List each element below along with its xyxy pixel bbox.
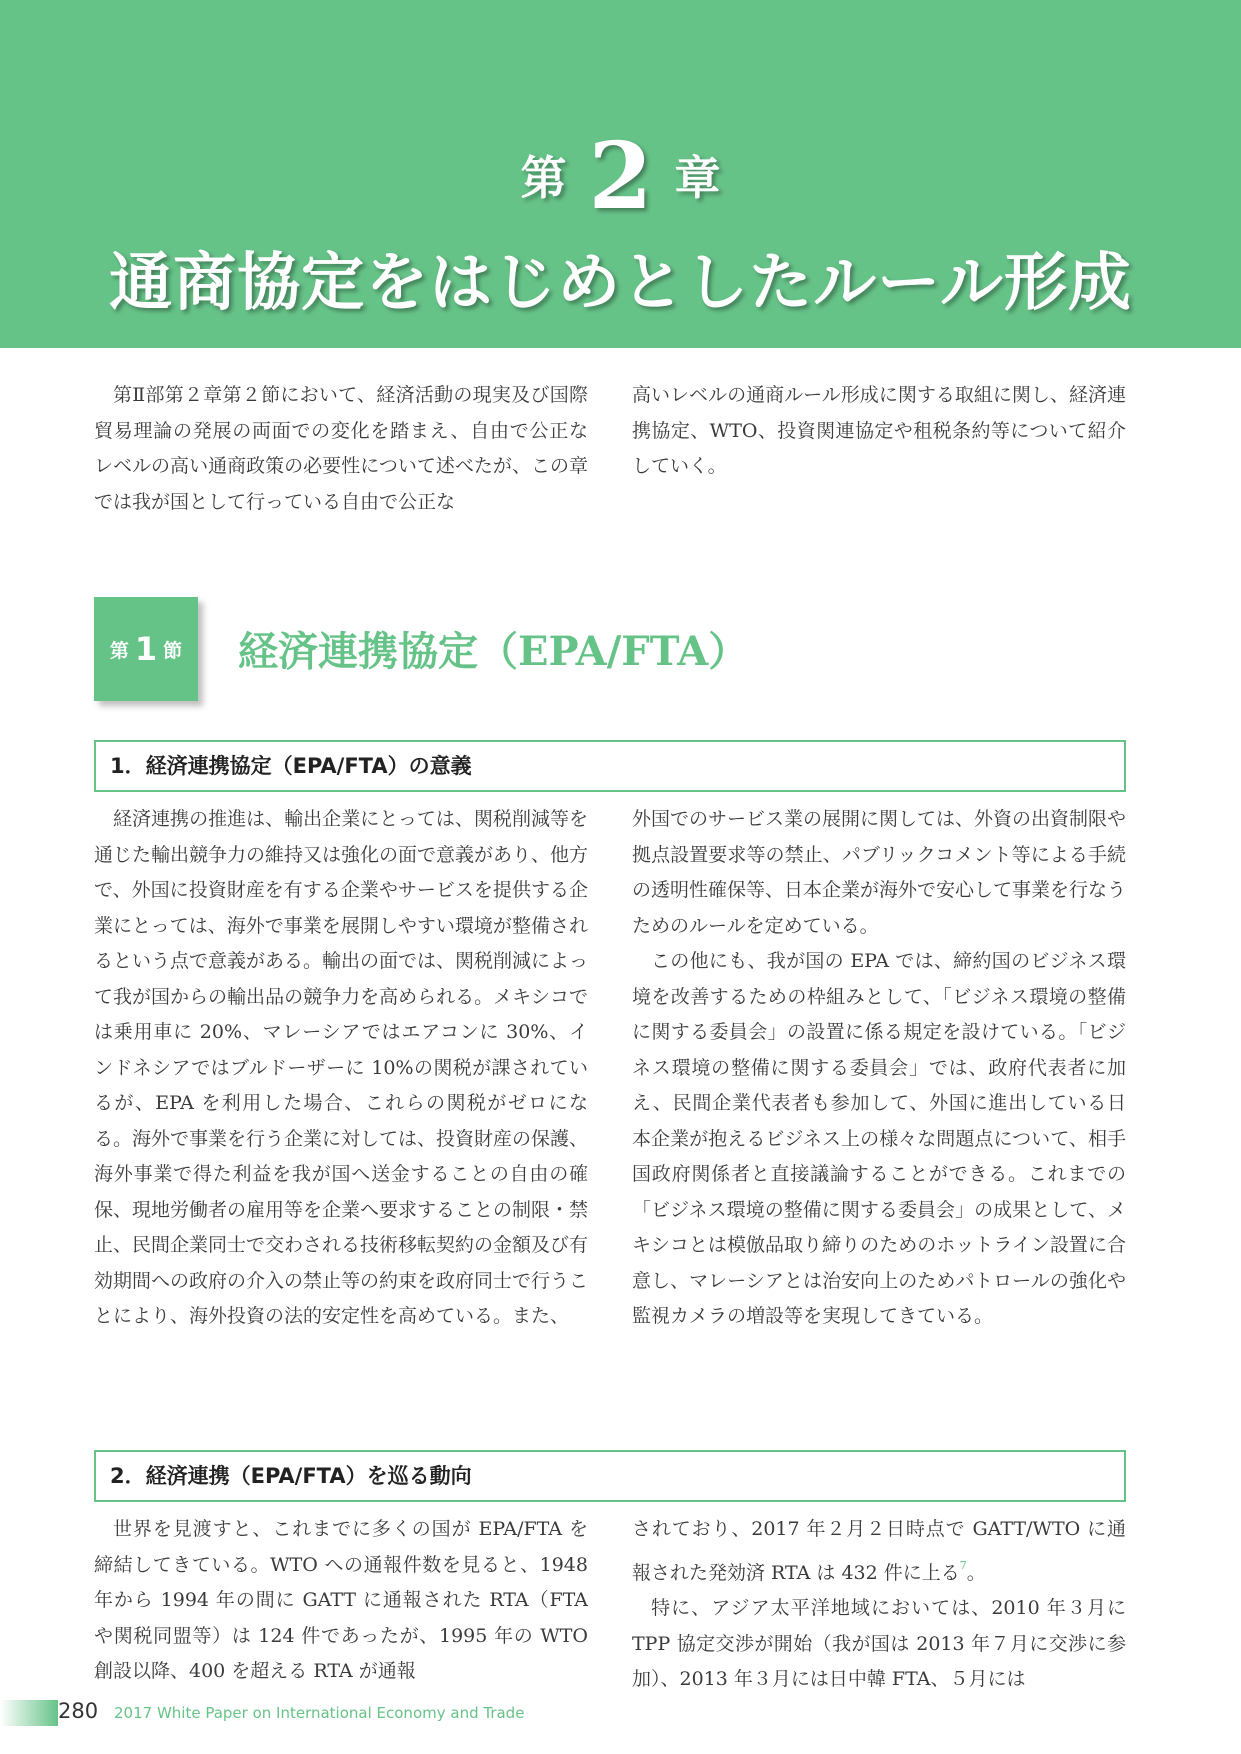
subsection-2-right-text-end: 。 xyxy=(966,1561,986,1584)
section-badge xyxy=(94,597,198,701)
section-label-pre: 第 xyxy=(109,639,129,662)
chapter-title: 通商協定をはじめとしたルール形成 xyxy=(109,245,1132,319)
intro-left-column xyxy=(94,378,588,520)
subsection-1-left-paragraph: 経済連携の推進は、輸出企業にとっては、関税削減等を通じた輸出競争力の維持又は強化の面で意義があり、他方で、外国に投資財産を有する企業やサービスを提供する企業にとっては、海外で事業を展開しやすい環境が整備されるという点で意義がある。輸出の面では、関税削減によって我が国からの輸出品の競争力を高められる。メキシコでは乗用車に 20%、マレーシアではエアコンに 30%、インドネシアではブルドーザーに 10%の関税が課されているが、EPA を利用した場合、これらの関税がゼロになる。海外で事業を行う企業に対しては、投資財産の保護、海外事業で得た利益を我が国へ送金することの自由の確保、現地労働者の雇用等を企業へ要求することの制限・禁止、民間企業同士で交わされる技術移転契約の金額及び有効期間への政府の介入の禁止等の約束を政府同士で行うことにより、海外投資の法的安定性を高めている。また、 xyxy=(94,808,589,1327)
subsection-2-heading: 2．経済連携（EPA/FTA）を巡る動向 xyxy=(94,1450,1126,1502)
footer-accent-bar xyxy=(0,1700,58,1726)
subsection-1-right-paragraph-1: 外国でのサービス業の展開に関しては、外資の出資制限や拠点設置要求等の禁止、パブリックコメント等による手続の透明性確保等、日本企業が海外で安心して事業を行なうためのルールを定めている。 xyxy=(632,808,1127,937)
subsection-2-right-paragraph-2: 特に、アジア太平洋地域においては、2010 年３月に TPP 協定交渉が開始（我が国は 2013 年７月に交渉に参加）、2013 年３月には日中韓 FTA、５月には xyxy=(632,1597,1126,1690)
subsection-2-right-paragraph-1 xyxy=(632,1512,1126,1591)
chapter-header xyxy=(0,0,1241,348)
subsection-2-right-text: されており、2017 年２月２日時点で GATT/WTO に通報された発効済 RTA は 432 件に上る xyxy=(632,1518,1126,1584)
chapter-label-post: 章 xyxy=(674,151,721,205)
subsection-2-left-paragraph: 世界を見渡すと、これまでに多くの国が EPA/FTA を締結してきている。WTO への通報件数を見ると、1948 年から 1994 年の間に GATT に通報された RTA（FTA や関税同盟等）は 124 件であったが、1995 年の WTO 創設以降、400 を超える RTA が通報 xyxy=(94,1518,588,1682)
subsection-2-left-column xyxy=(94,1512,588,1690)
subsection-1-left-column xyxy=(94,802,588,1335)
chapter-number: 2 xyxy=(588,122,653,230)
subsection-1-right-column xyxy=(632,802,1126,1335)
intro-left-paragraph: 第Ⅱ部第２章第２節において、経済活動の現実及び国際貿易理論の発展の両面での変化を踏まえ、自由で公正なレベルの高い通商政策の必要性について述べたが、この章では我が国として行っている自由で公正な xyxy=(94,384,588,513)
subsection-1-right-paragraph-2: この他にも、我が国の EPA では、締約国のビジネス環境を改善するための枠組みとして、「ビジネス環境の整備に関する委員会」の設置に係る規定を設けている。「ビジネス環境の整備に関する委員会」では、政府代表者に加え、民間企業代表者も参加して、外国に進出している日本企業が抱えるビジネス上の様々な問題点について、相手国政府関係者と直接議論することができる。これまでの「ビジネス環境の整備に関する委員会」の成果として、メキシコとは模倣品取り締りのためのホットライン設置に合意し、マレーシアとは治安向上のためパトロールの強化や監視カメラの増設等を実現してきている。 xyxy=(632,950,1126,1327)
publication-title: 2017 White Paper on International Economy and Trade xyxy=(114,1704,525,1722)
section-number: 1 xyxy=(134,630,158,668)
subsection-2-right-column xyxy=(632,1512,1126,1698)
intro-right-column xyxy=(632,378,1126,485)
chapter-label-pre: 第 xyxy=(520,151,567,205)
section-title: 経済連携協定（EPA/FTA） xyxy=(238,628,749,675)
page-number: 280 xyxy=(58,1699,99,1723)
section-label-post: 節 xyxy=(163,639,183,662)
intro-right-paragraph: 高いレベルの通商ルール形成に関する取組に関し、経済連携協定、WTO、投資関連協定や租税条約等について紹介していく。 xyxy=(632,384,1126,477)
footnote-marker[interactable]: 7 xyxy=(959,1558,967,1572)
subsection-1-heading: 1．経済連携協定（EPA/FTA）の意義 xyxy=(94,740,1126,792)
chapter-number-line xyxy=(0,122,1241,230)
